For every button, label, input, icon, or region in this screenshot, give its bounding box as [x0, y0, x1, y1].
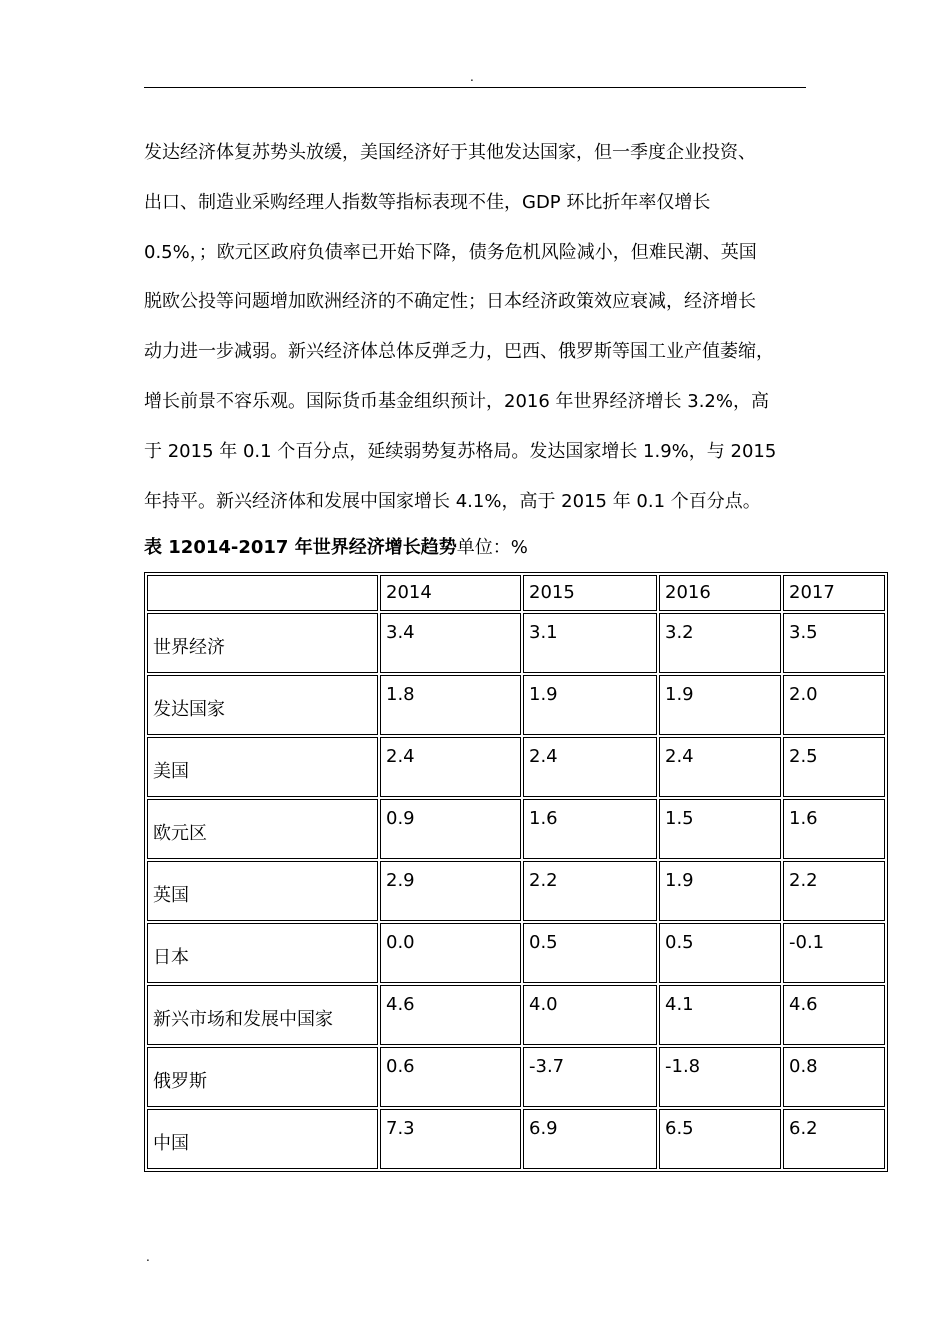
paragraph-line: 脱欧公投等问题增加欧洲经济的不确定性；日本经济政策效应衰减，经济增长 — [144, 291, 756, 313]
value-cell: 2.2 — [523, 861, 657, 921]
paragraph-line: 于 2015 年 0.1 个百分点，延续弱势复苏格局。发达国家增长 1.9%，与 2015 — [144, 440, 777, 462]
value-cell: 2.2 — [783, 861, 885, 921]
growth-table — [144, 572, 888, 1172]
value-cell: -3.7 — [523, 1047, 657, 1107]
table-row — [147, 861, 885, 921]
header-cell: 2014 — [380, 575, 521, 611]
value-cell: 2.4 — [659, 737, 781, 797]
value-cell: 4.0 — [523, 985, 657, 1045]
row-label-cell: 美国 — [147, 737, 378, 797]
paragraph-line: 年持平。新兴经济体和发展中国家增长 4.1%，高于 2015 年 0.1 个百分点。 — [144, 490, 761, 512]
table-title: 表 12014-2017 年世界经济增长趋势 — [144, 537, 457, 558]
table-row — [147, 799, 885, 859]
paragraph-line: 增长前景不容乐观。国际货币基金组织预计，2016 年世界经济增长 3.2%，高 — [144, 390, 769, 412]
value-cell: 0.5 — [659, 923, 781, 983]
value-cell: 2.4 — [523, 737, 657, 797]
row-label-cell: 世界经济 — [147, 613, 378, 673]
value-cell: 0.6 — [380, 1047, 521, 1107]
value-cell: 2.5 — [783, 737, 885, 797]
row-label-cell: 新兴市场和发展中国家 — [147, 985, 378, 1045]
table-caption — [144, 534, 528, 562]
paragraph-line: 发达经济体复苏势头放缓，美国经济好于其他发达国家，但一季度企业投资、 — [144, 142, 756, 163]
value-cell: 6.2 — [783, 1109, 885, 1169]
row-label-cell: 日本 — [147, 923, 378, 983]
table-unit: 单位：% — [456, 537, 528, 558]
value-cell: 1.6 — [783, 799, 885, 859]
value-cell: 3.5 — [783, 613, 885, 673]
table-row — [147, 675, 885, 735]
value-cell: 2.4 — [380, 737, 521, 797]
row-label-cell: 中国 — [147, 1109, 378, 1169]
value-cell: 4.6 — [380, 985, 521, 1045]
value-cell: 7.3 — [380, 1109, 521, 1169]
table-row — [147, 1109, 885, 1169]
value-cell: 1.6 — [523, 799, 657, 859]
paragraph-line: 0.5%，；欧元区政府负债率已开始下降，债务危机风险减小，但难民潮、英国 — [144, 241, 757, 263]
value-cell: 0.0 — [380, 923, 521, 983]
row-label-cell: 欧元区 — [147, 799, 378, 859]
value-cell: -0.1 — [783, 923, 885, 983]
row-label-cell: 俄罗斯 — [147, 1047, 378, 1107]
paragraph-line: 出口、制造业采购经理人指数等指标表现不佳，GDP 环比折年率仅增长 — [144, 191, 711, 213]
value-cell: 2.0 — [783, 675, 885, 735]
table-row — [147, 737, 885, 797]
value-cell: 0.5 — [523, 923, 657, 983]
table-row — [147, 613, 885, 673]
body-paragraph — [144, 128, 834, 526]
header-mark: . — [470, 70, 474, 84]
value-cell: 4.1 — [659, 985, 781, 1045]
growth-table-body — [147, 575, 885, 1169]
value-cell: 0.8 — [783, 1047, 885, 1107]
value-cell: 2.9 — [380, 861, 521, 921]
value-cell: 4.6 — [783, 985, 885, 1045]
value-cell: 1.8 — [380, 675, 521, 735]
header-cell: 2015 — [523, 575, 657, 611]
value-cell: 3.2 — [659, 613, 781, 673]
value-cell: 6.9 — [523, 1109, 657, 1169]
row-label-cell: 发达国家 — [147, 675, 378, 735]
table-row — [147, 985, 885, 1045]
value-cell: 3.1 — [523, 613, 657, 673]
header-cell: 2017 — [783, 575, 885, 611]
footer-mark: . — [146, 1250, 150, 1264]
value-cell: 1.9 — [523, 675, 657, 735]
value-cell: 3.4 — [380, 613, 521, 673]
header-cell: 2016 — [659, 575, 781, 611]
table-row — [147, 1047, 885, 1107]
row-label-cell: 英国 — [147, 861, 378, 921]
paragraph-line: 动力进一步减弱。新兴经济体总体反弹乏力，巴西、俄罗斯等国工业产值萎缩， — [144, 341, 774, 363]
value-cell: 1.5 — [659, 799, 781, 859]
table-row — [147, 923, 885, 983]
value-cell: 1.9 — [659, 861, 781, 921]
value-cell: 6.5 — [659, 1109, 781, 1169]
header-cell — [147, 575, 378, 611]
value-cell: 0.9 — [380, 799, 521, 859]
table-header-row — [147, 575, 885, 611]
value-cell: 1.9 — [659, 675, 781, 735]
value-cell: -1.8 — [659, 1047, 781, 1107]
header-rule — [144, 87, 806, 88]
